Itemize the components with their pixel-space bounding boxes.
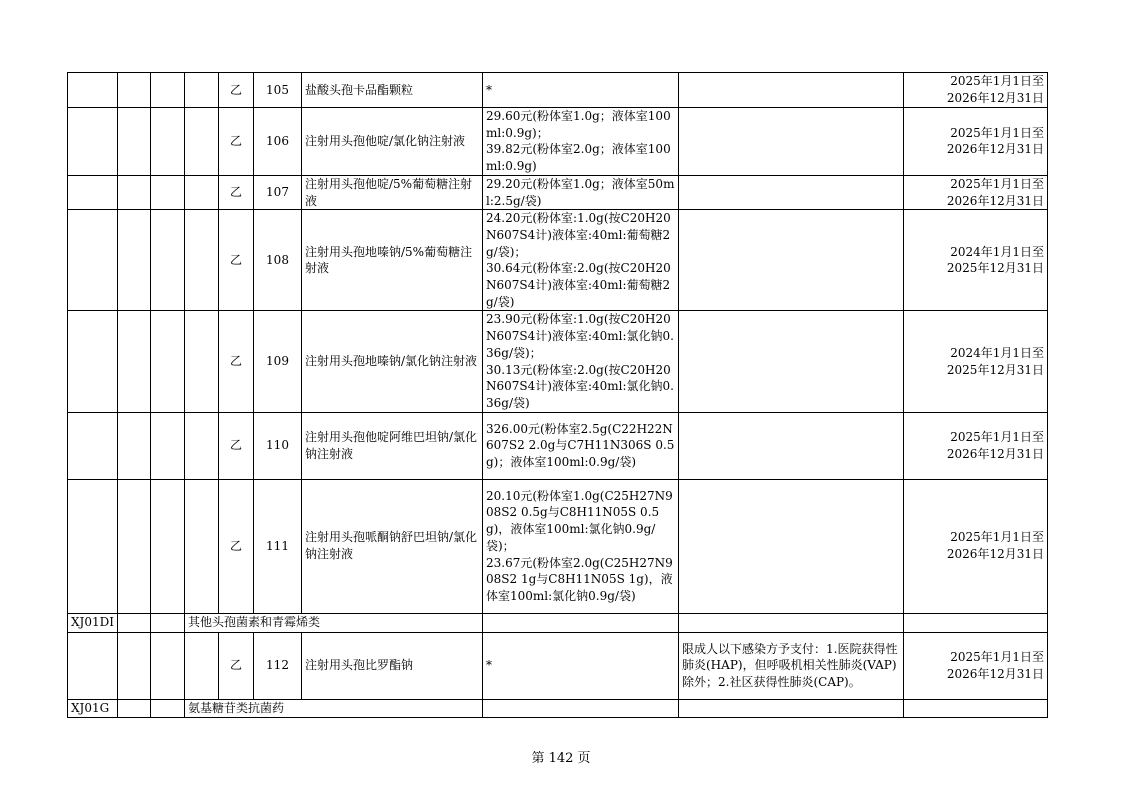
empty-cell [118,73,151,108]
empty-cell [151,175,185,209]
empty-cell [68,479,118,613]
empty-cell [118,479,151,613]
empty-cell [68,311,118,412]
drug-spec-cell: 326.00元(粉体室2.5g(C22H22N607S2 2.0g与C7H11N306S 0.5g)；液体室100ml:0.9g/袋) [483,412,679,479]
empty-cell [151,479,185,613]
drug-number-cell: 110 [254,412,302,479]
drug-date-cell: 2025年1月1日至 2026年12月31日 [904,108,1048,176]
drug-number-cell: 107 [254,175,302,209]
drug-remark-cell [679,412,904,479]
drug-name-cell: 注射用头孢哌酮钠舒巴坦钠/氯化钠注射液 [302,479,483,613]
drug-remark-cell [679,311,904,412]
drug-spec-cell: * [483,73,679,108]
category-code-cell: XJ01DI [68,613,118,632]
empty-cell [483,613,679,632]
empty-cell [151,412,185,479]
empty-cell [185,479,219,613]
empty-cell [151,311,185,412]
drug-class-cell: 乙 [219,412,254,479]
empty-cell [185,108,219,176]
drug-class-cell: 乙 [219,479,254,613]
drug-number-cell: 108 [254,210,302,311]
empty-cell [151,210,185,311]
drug-remark-cell [679,175,904,209]
empty-cell [185,632,219,699]
drug-number-cell: 111 [254,479,302,613]
drug-spec-cell: 24.20元(粉体室:1.0g(按C20H20N607S4计)液体室:40ml:葡萄糖2g/袋)； 30.64元(粉体室:2.0g(按C20H20N607S4计)液体室:40ml:葡萄糖2g/袋) [483,210,679,311]
drug-class-cell: 乙 [219,632,254,699]
drug-class-cell: 乙 [219,108,254,176]
empty-cell [118,699,151,717]
drug-number-cell: 109 [254,311,302,412]
drug-date-cell: 2025年1月1日至 2026年12月31日 [904,412,1048,479]
category-title-cell: 氨基糖苷类抗菌药 [185,699,483,717]
drug-class-cell: 乙 [219,210,254,311]
empty-cell [68,73,118,108]
drug-spec-cell: 20.10元(粉体室1.0g(C25H27N908S2 0.5g与C8H11N05S 0.5g)，液体室100ml:氯化钠0.9g/袋)； 23.67元(粉体室2.0g(C25H27N908S2 1g与C8H11N05S 1g)，液体室100ml:氯化钠0.9g/袋) [483,479,679,613]
table-row [68,210,1048,311]
drug-spec-cell: 29.20元(粉体室1.0g；液体室50ml:2.5g/袋) [483,175,679,209]
drug-number-cell: 105 [254,73,302,108]
empty-cell [68,175,118,209]
empty-cell [151,73,185,108]
drug-remark-cell [679,73,904,108]
table-row [68,412,1048,479]
category-row [68,613,1048,632]
empty-cell [679,613,904,632]
empty-cell [185,175,219,209]
drug-date-cell: 2025年1月1日至 2026年12月31日 [904,175,1048,209]
empty-cell [904,613,1048,632]
drug-date-cell: 2025年1月1日至 2026年12月31日 [904,73,1048,108]
empty-cell [185,311,219,412]
table-row [68,73,1048,108]
category-title-cell: 其他头孢菌素和青霉烯类 [185,613,483,632]
empty-cell [151,613,185,632]
empty-cell [185,210,219,311]
drug-class-cell: 乙 [219,175,254,209]
drug-catalog-table [67,72,1048,718]
drug-name-cell: 注射用头孢比罗酯钠 [302,632,483,699]
empty-cell [904,699,1048,717]
drug-name-cell: 盐酸头孢卡品酯颗粒 [302,73,483,108]
drug-date-cell: 2025年1月1日至 2026年12月31日 [904,479,1048,613]
empty-cell [68,210,118,311]
empty-cell [68,632,118,699]
empty-cell [151,632,185,699]
empty-cell [483,699,679,717]
empty-cell [118,108,151,176]
category-code-cell: XJ01G [68,699,118,717]
empty-cell [118,210,151,311]
drug-class-cell: 乙 [219,73,254,108]
drug-remark-cell [679,479,904,613]
drug-spec-cell: 29.60元(粉体室1.0g；液体室100ml:0.9g)； 39.82元(粉体室2.0g；液体室100ml:0.9g) [483,108,679,176]
drug-name-cell: 注射用头孢他啶/氯化钠注射液 [302,108,483,176]
drug-date-cell: 2024年1月1日至 2025年12月31日 [904,210,1048,311]
table-row [68,479,1048,613]
empty-cell [679,699,904,717]
empty-cell [118,632,151,699]
drug-number-cell: 112 [254,632,302,699]
drug-date-cell: 2025年1月1日至 2026年12月31日 [904,632,1048,699]
drug-date-cell: 2024年1月1日至 2025年12月31日 [904,311,1048,412]
empty-cell [118,613,151,632]
drug-class-cell: 乙 [219,311,254,412]
table-row [68,175,1048,209]
category-row [68,699,1048,717]
drug-remark-cell [679,210,904,311]
empty-cell [68,108,118,176]
drug-number-cell: 106 [254,108,302,176]
table-row [68,108,1048,176]
empty-cell [151,108,185,176]
drug-name-cell: 注射用头孢他啶/5%葡萄糖注射液 [302,175,483,209]
table-row [68,311,1048,412]
drug-remark-cell: 限成人以下感染方予支付：1.医院获得性肺炎(HAP)，但呼吸机相关性肺炎(VAP)除外；2.社区获得性肺炎(CAP)。 [679,632,904,699]
drug-spec-cell: * [483,632,679,699]
drug-name-cell: 注射用头孢他啶阿维巴坦钠/氯化钠注射液 [302,412,483,479]
empty-cell [118,311,151,412]
empty-cell [185,412,219,479]
table-row [68,632,1048,699]
page-number: 第 142 页 [531,751,591,766]
drug-name-cell: 注射用头孢地嗪钠/氯化钠注射液 [302,311,483,412]
drug-name-cell: 注射用头孢地嗪钠/5%葡萄糖注射液 [302,210,483,311]
drug-remark-cell [679,108,904,176]
empty-cell [68,412,118,479]
empty-cell [185,73,219,108]
empty-cell [118,175,151,209]
empty-cell [151,699,185,717]
drug-spec-cell: 23.90元(粉体室:1.0g(按C20H20N607S4计)液体室:40ml:氯化钠0.36g/袋)； 30.13元(粉体室:2.0g(按C20H20N607S4计)液体室:40ml:氯化钠0.36g/袋) [483,311,679,412]
empty-cell [118,412,151,479]
